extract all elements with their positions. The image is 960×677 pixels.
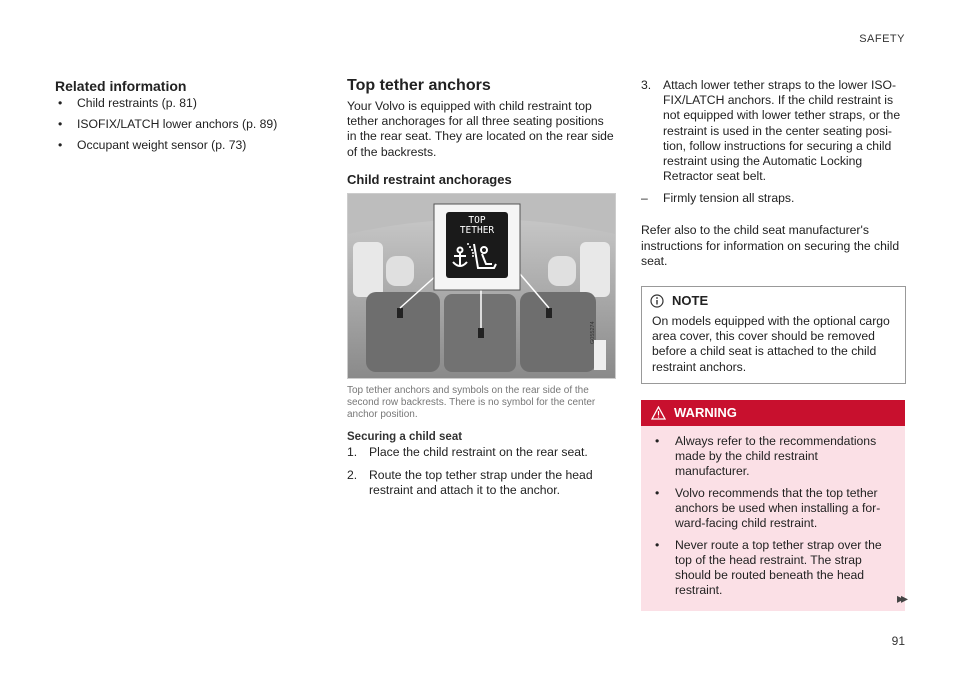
step-number: 2.	[347, 468, 358, 483]
continue-arrows-icon: ▸▸	[896, 590, 905, 606]
refer-paragraph: Refer also to the child seat manufacturer's instructions for information on securing the child seat.	[641, 223, 900, 268]
main-column	[347, 77, 615, 506]
tether-label-line1: TOP	[468, 214, 486, 226]
tether-label-line2: TETHER	[459, 224, 495, 236]
note-text: On models equipped with the optional cargo area cover, this cover should be removed before a child seat is attached to the child restraint anchors.	[652, 314, 890, 374]
related-info-list	[55, 96, 295, 153]
step-item	[641, 78, 905, 184]
figure	[347, 193, 616, 379]
warning-list	[641, 434, 905, 598]
page-number: 91	[891, 634, 905, 648]
figure-code: G055274	[590, 321, 596, 344]
warning-header	[641, 400, 905, 426]
step-item	[347, 445, 615, 460]
intro-paragraph: Your Volvo is equipped with child restraint top tether anchorages for all three seating positions in the rear seat. They are located on the rear side of the backrests.	[347, 99, 614, 159]
note-title: NOTE	[672, 293, 709, 309]
dash-mark: –	[641, 191, 648, 206]
section-title: SAFETY	[859, 33, 905, 45]
tether-symbol-label	[449, 216, 505, 236]
securing-title: Securing a child seat	[347, 430, 463, 443]
warning-item: • Volvo recommends that the top tether anchors be used when installing a for-ward-facing child restraint.	[641, 486, 895, 531]
warning-triangle-icon	[651, 406, 666, 420]
steps-list-continued	[641, 78, 905, 184]
related-info-title: Related information	[55, 78, 187, 94]
steps-list	[347, 445, 615, 499]
subsection-title: Child restraint anchorages	[347, 171, 512, 187]
warning-box	[641, 400, 905, 611]
right-column	[641, 78, 905, 611]
step-number: 3.	[641, 78, 652, 92]
figure-caption: Top tether anchors and symbols on the rear side of the second row backrests. There is no symbol for the center anchor position.	[347, 384, 596, 420]
related-link[interactable]: • Child restraints (p. 81)	[55, 96, 295, 111]
warning-title: WARNING	[674, 405, 737, 421]
warning-item: • Never route a top tether strap over the top of the head restraint. The strap should be routed beneath the head restraint.	[641, 538, 895, 598]
step-text: Place the child restraint on the rear seat.	[369, 444, 588, 459]
related-link[interactable]: • Occupant weight sensor (p. 73)	[55, 138, 295, 153]
info-icon	[650, 294, 664, 308]
note-header	[642, 287, 905, 312]
warning-item: • Always refer to the recommendations made by the child restraint manufacturer.	[641, 434, 895, 479]
related-link[interactable]: • ISOFIX/LATCH lower anchors (p. 89)	[55, 117, 295, 132]
note-box	[641, 286, 906, 384]
step-text: Attach lower tether straps to the lower ISO-FIX/LATCH anchors. If the child restraint is not equipped with lower tether straps, or the restraint is used in the center seating posi-tion, follow instructions for securing a child restraint using the Automatic Locking Retractor seat belt.	[663, 78, 901, 184]
page-heading: Top tether anchors	[347, 77, 491, 94]
step-number: 1.	[347, 444, 358, 459]
step-item	[347, 468, 615, 498]
related-info	[55, 78, 295, 159]
dash-step-text: Firmly tension all straps.	[663, 191, 795, 206]
dash-step	[641, 191, 905, 206]
step-text: Route the top tether strap under the head restraint and attach it to the anchor.	[369, 468, 593, 498]
